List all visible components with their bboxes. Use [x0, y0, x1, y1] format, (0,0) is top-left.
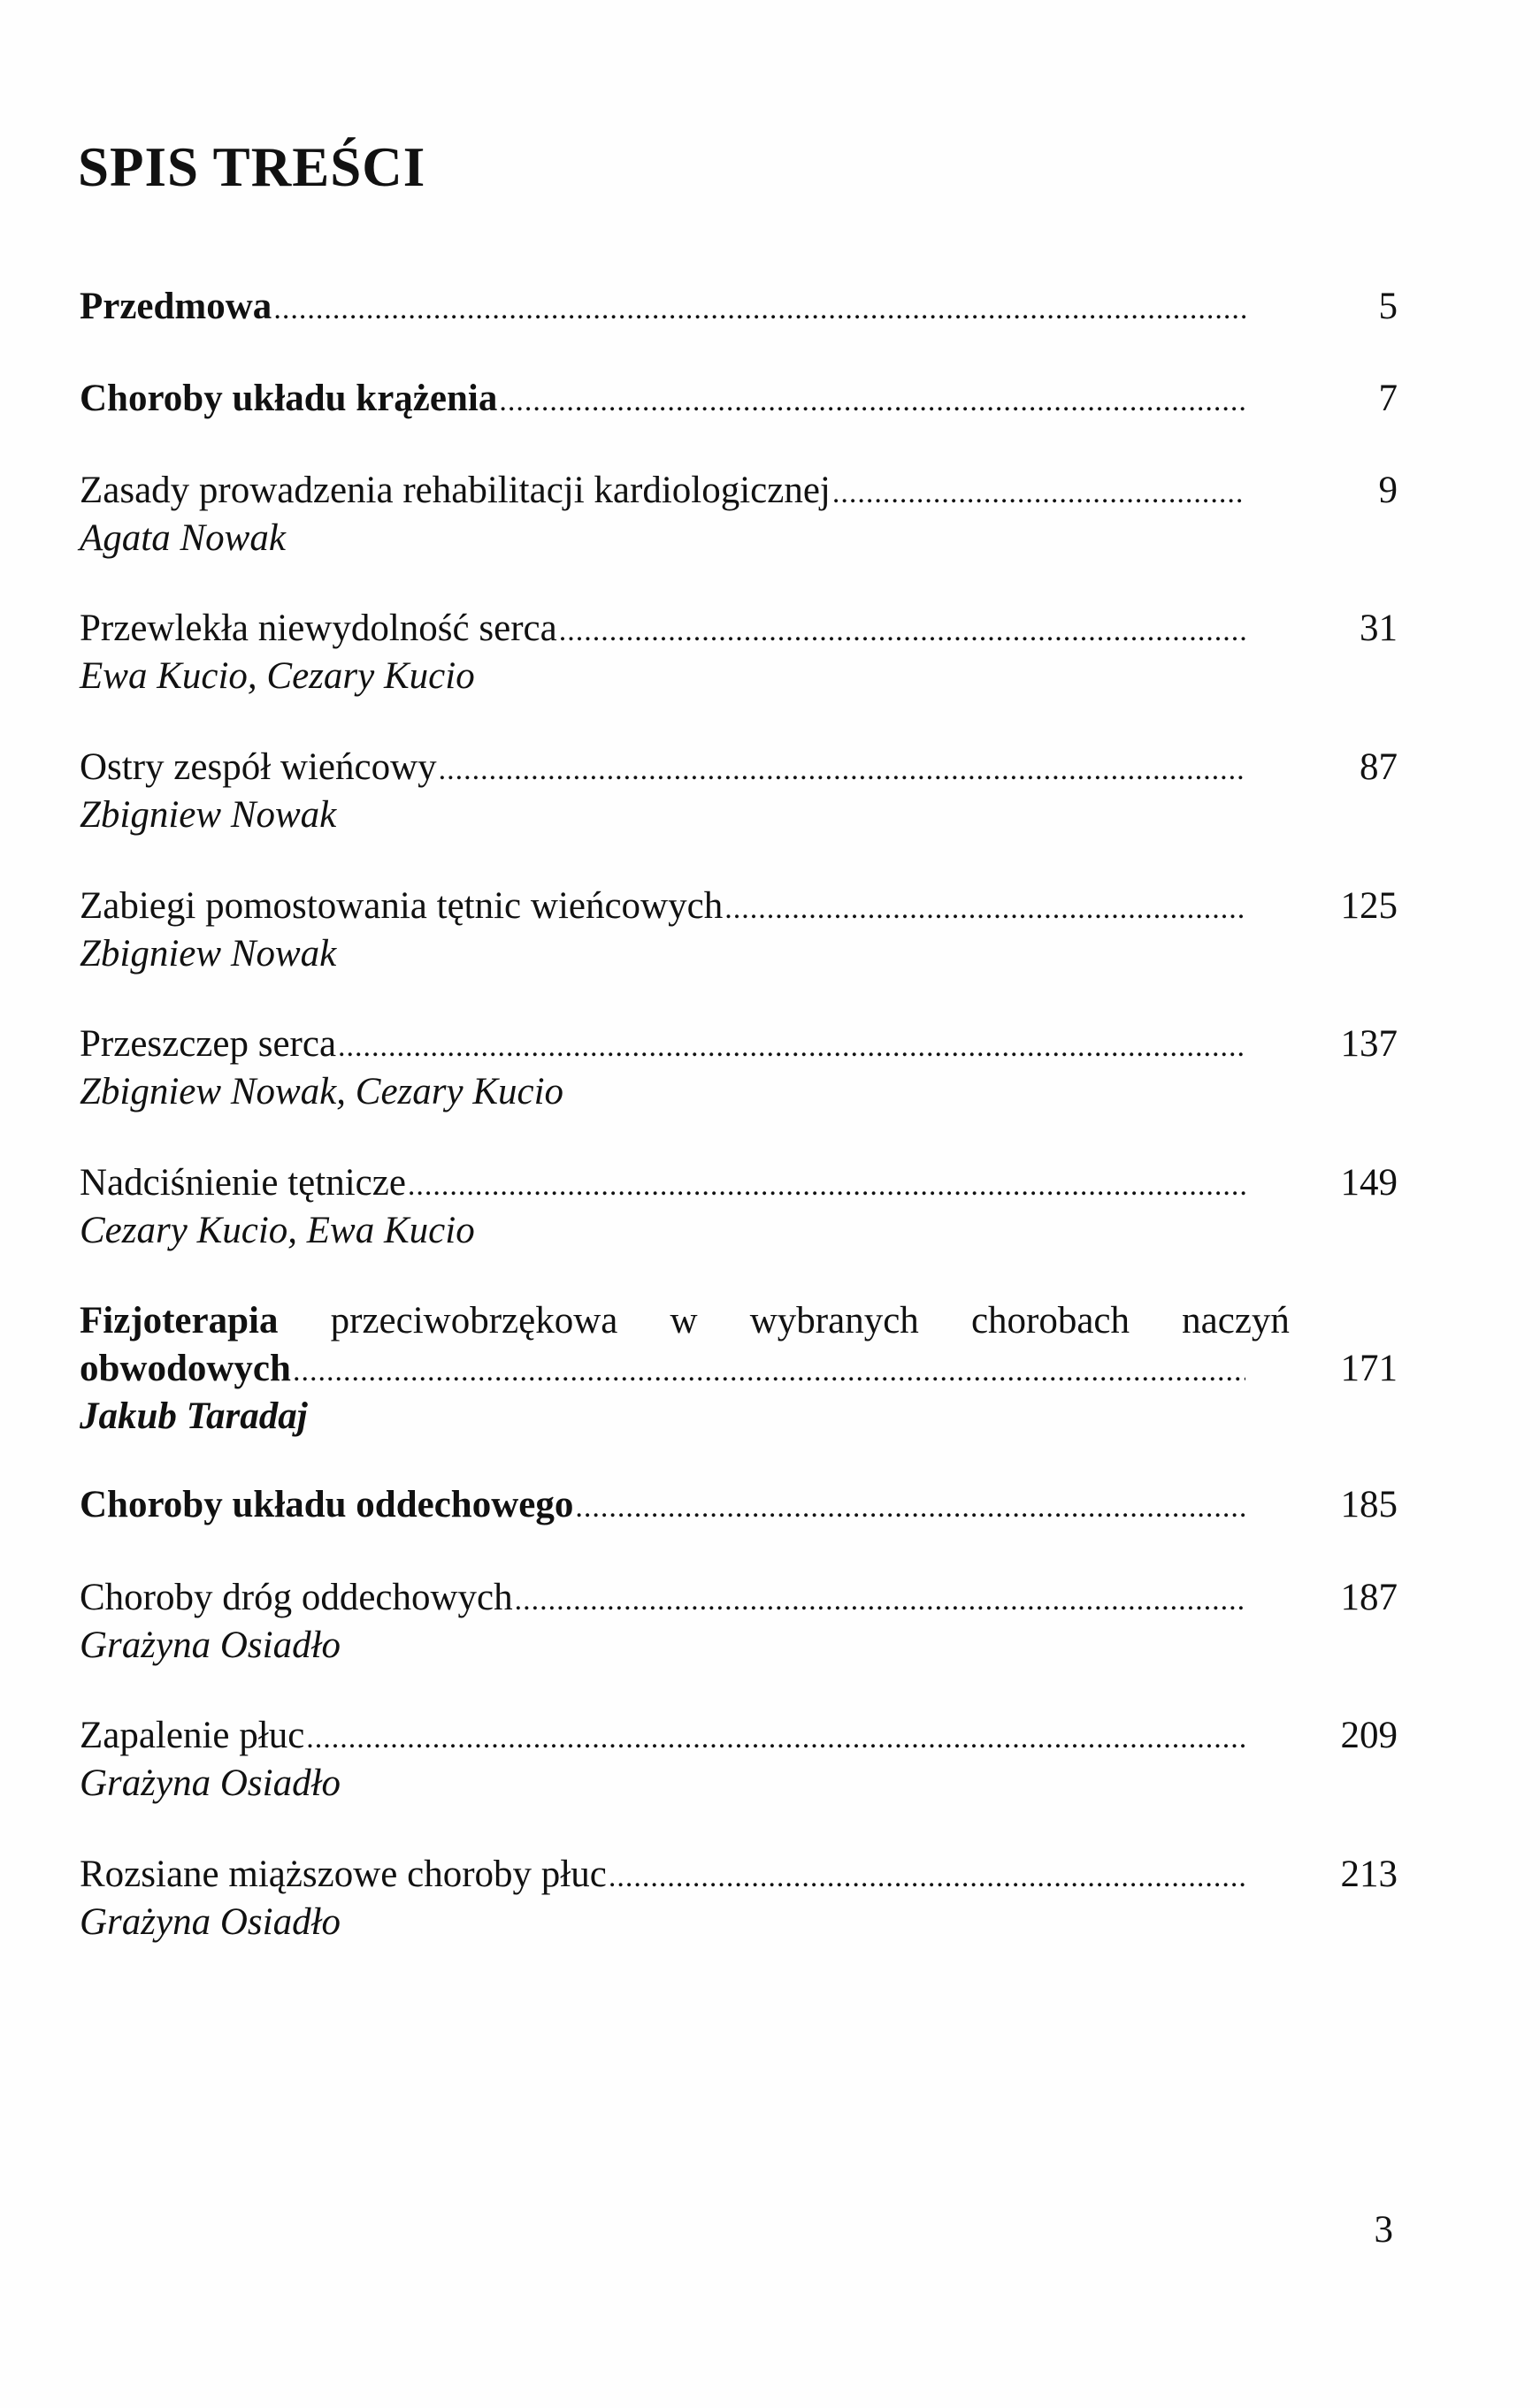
toc-entry-title: Rozsiane miąższowe choroby płuc: [80, 1854, 607, 1895]
toc-entry-page: 125: [1340, 885, 1398, 927]
dot-leader: [575, 1484, 1245, 1532]
toc-entry-page: 213: [1340, 1854, 1398, 1895]
title-word: chorobach: [970, 1300, 1130, 1342]
toc-entry-author: Cezary Kucio, Ewa Kucio: [80, 1210, 475, 1251]
toc-entry-title: Choroby dróg oddechowych: [80, 1577, 513, 1618]
toc-entry[interactable]: [80, 605, 1398, 700]
toc-entry-title: Zabiegi pomostowania tętnic wieńcowych: [80, 885, 724, 927]
title-word: naczyń: [1182, 1300, 1290, 1342]
toc-entry-author: Zbigniew Nowak, Cezary Kucio: [80, 1071, 564, 1112]
toc-entry-author: Zbigniew Nowak: [80, 933, 337, 975]
page-number: 3: [1374, 2209, 1393, 2251]
toc-entry-title: Ostry zespół wieńcowy: [80, 746, 437, 788]
toc-entry[interactable]: [80, 467, 1398, 562]
toc-entry-page: 7: [1378, 378, 1398, 419]
title-word: Fizjoterapia: [80, 1300, 279, 1342]
toc-section-cardiovascular[interactable]: [80, 375, 1398, 423]
toc-entry-title: Choroby układu krążenia: [80, 378, 498, 419]
dot-leader: [724, 885, 1245, 933]
toc-entry-page: 185: [1340, 1484, 1398, 1525]
toc-entry-page: 209: [1340, 1715, 1398, 1756]
toc-entry[interactable]: [80, 1021, 1398, 1116]
toc-entry-author: Grażyna Osiadło: [80, 1762, 341, 1804]
dot-leader: [273, 286, 1245, 333]
title-word: wybranych: [749, 1300, 919, 1342]
toc-entry[interactable]: [80, 1297, 1398, 1441]
toc-entry-page: 5: [1378, 286, 1398, 327]
toc-entry[interactable]: [80, 1574, 1398, 1670]
toc-entry-preface[interactable]: [80, 283, 1398, 331]
toc-entry-title: Przedmowa: [80, 286, 272, 327]
toc-entry-title: Zapalenie płuc: [80, 1715, 305, 1756]
page-title: SPIS TREŚCI: [78, 136, 426, 198]
toc-entry[interactable]: [80, 883, 1398, 978]
toc-entry-author: Zbigniew Nowak: [80, 794, 337, 836]
dot-leader: [499, 378, 1245, 425]
toc-entry-title: Nadciśnienie tętnicze: [80, 1162, 406, 1204]
toc-entry-author: Ewa Kucio, Cezary Kucio: [80, 655, 475, 697]
toc-entry[interactable]: [80, 1712, 1398, 1808]
dot-leader: [306, 1715, 1245, 1762]
toc-entry-page: 87: [1360, 746, 1398, 788]
toc-section-respiratory[interactable]: [80, 1481, 1398, 1529]
toc-entry-author: Grażyna Osiadło: [80, 1624, 341, 1666]
toc-entry-title-line1: [80, 1297, 1290, 1345]
title-word: w: [670, 1300, 698, 1342]
toc-entry-page: 31: [1360, 608, 1398, 649]
toc-entry-title: Choroby układu oddechowego: [80, 1484, 574, 1525]
title-word: przeciwobrzękowa: [330, 1300, 618, 1342]
toc-entry-page: 9: [1378, 470, 1398, 511]
dot-leader: [338, 1023, 1245, 1071]
toc-entry-title: Zasady prowadzenia rehabilitacji kardiologicznej: [80, 470, 831, 511]
toc-entry-title: Przewlekła niewydolność serca: [80, 608, 557, 649]
dot-leader: [408, 1162, 1245, 1210]
toc-entry-page: 171: [1340, 1348, 1398, 1389]
dot-leader: [515, 1577, 1245, 1624]
toc-entry-page: 187: [1340, 1577, 1398, 1618]
dot-leader: [439, 746, 1245, 794]
toc-entry[interactable]: [80, 1159, 1398, 1255]
toc-entry-title-line2: obwodowych: [80, 1348, 291, 1389]
toc-entry[interactable]: [80, 1851, 1398, 1946]
toc-entry-author: Jakub Taradaj: [80, 1395, 308, 1437]
dot-leader: [293, 1348, 1245, 1395]
toc-entry-author: Agata Nowak: [80, 517, 286, 559]
toc-entry[interactable]: [80, 744, 1398, 839]
toc-entry-title: Przeszczep serca: [80, 1023, 337, 1065]
toc-entry-page: 137: [1340, 1023, 1398, 1065]
dot-leader: [832, 470, 1245, 517]
toc-entry-page: 149: [1340, 1162, 1398, 1204]
dot-leader: [609, 1854, 1245, 1901]
toc-entry-author: Grażyna Osiadło: [80, 1901, 341, 1943]
dot-leader: [559, 608, 1245, 655]
